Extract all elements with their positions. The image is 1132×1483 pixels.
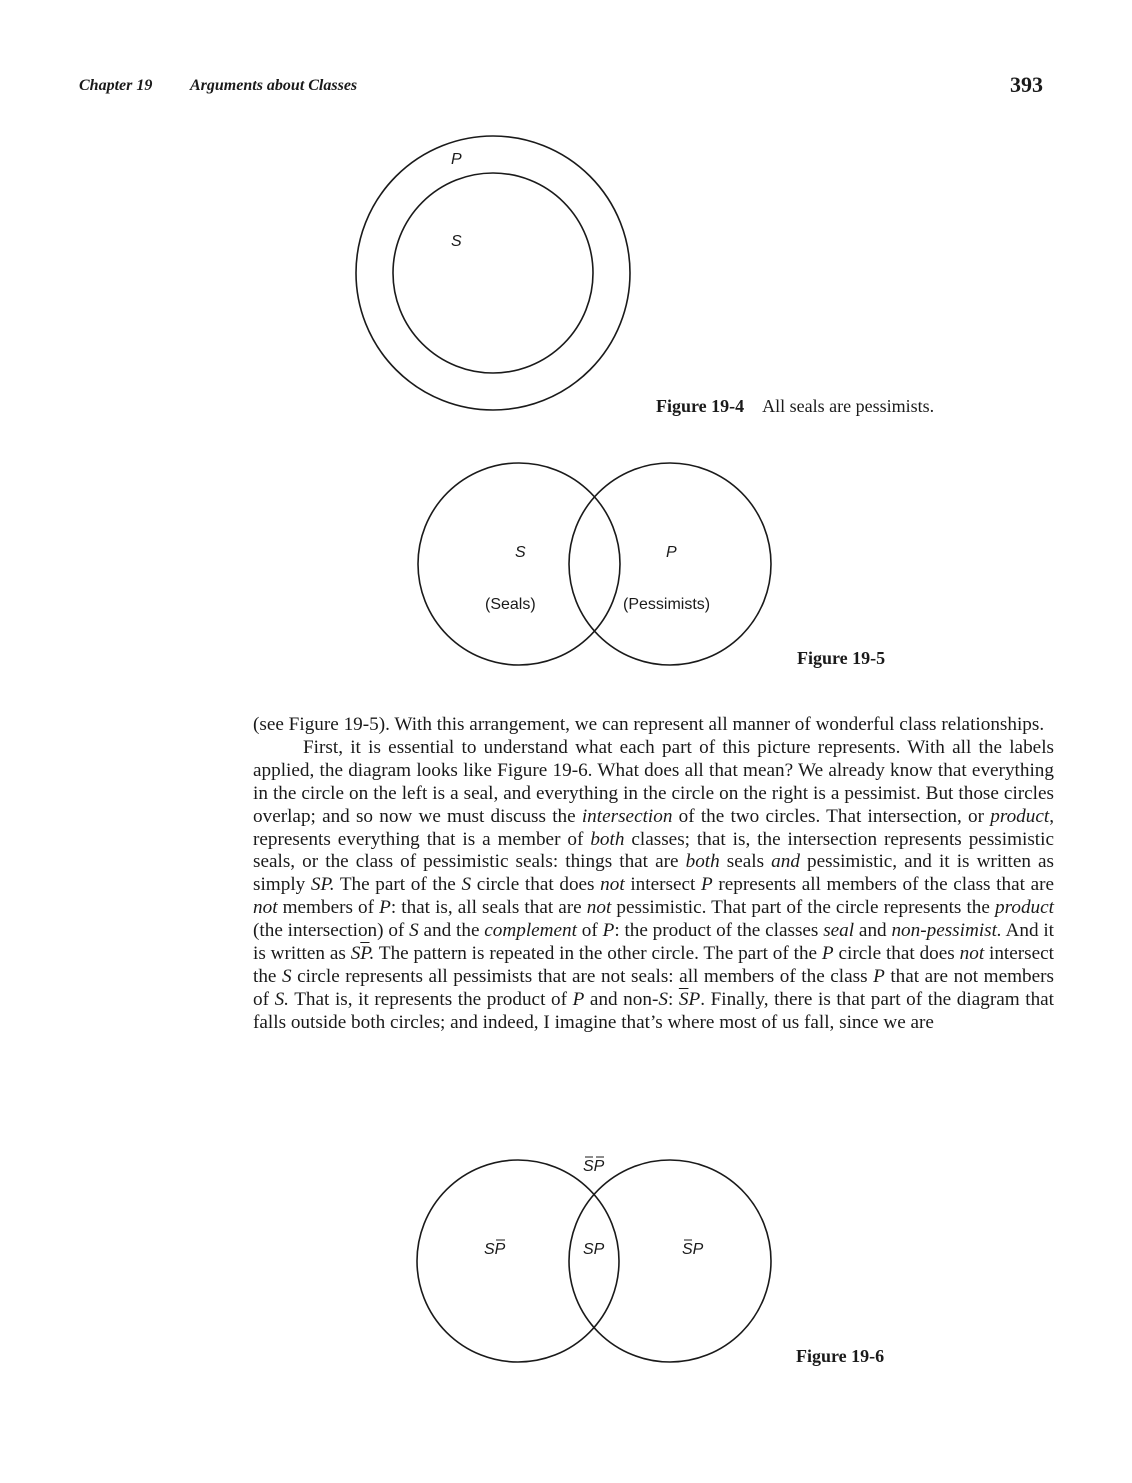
circle-p-outer [356,136,630,410]
figure-19-6-caption [796,1346,884,1367]
label-s-not-p [484,1240,506,1258]
running-head-title: Arguments about Classes [190,77,358,94]
label-p: P [451,151,462,168]
circle-p [569,1160,771,1362]
paragraph: (see Figure 19-5). With this arrangement, we can represent all manner of wonderful class relationships. [253,714,1045,735]
figure-19-4-caption [656,396,934,417]
label-not-s-not-p [583,1157,605,1175]
body-text [253,714,1054,1035]
circle-pessimists [569,463,771,665]
svg-text:SP: SP [682,1241,704,1258]
caption-number: Figure 19-5 [797,648,886,668]
label-not-s-p [682,1240,704,1258]
label-p: P [666,544,677,561]
caption-number: Figure 19-4 [656,396,745,416]
caption-number: Figure 19-6 [796,1346,885,1366]
label-pessimists: (Pessimists) [623,596,711,613]
circle-seals [418,463,620,665]
label-s: S [451,233,462,250]
svg-text:SP: SP [484,1241,506,1258]
figure-19-4-diagram [356,136,630,410]
paragraph: First, it is essential to understand what each part of this picture represents. With all the labels applied, the diagram looks like Figure 19-6. What does all that mean? We already know that everything in the circle on the left is a seal, and everything in the circle on the right is a pessimist. But those circles overlap; and so now we must discuss the intersection of the two circles. That intersection, or product, represents everything that is a member of both classes; that is, the intersection represents pessimistic seals, or the class of pessimistic seals: things that are both seals and pessimistic, and it is written as simply SP. The part of the S circle that does not intersect P represents all members of the class that are not members of P: that is, all seals that are not pessimistic. That part of the circle represents the product (the intersection) of S and the complement of P: the product of the classes seal and non-pessimist. And it is written as $S\overline{P}$. The pattern is repeated in the other circle. The part of the P circle that does not intersect the S circle represents all pessimists that are not seals: all members of the class P that are not members of S. That is, it represents the product of P and non-S: $\overline{S}P$. Finally, there is that part of the diagram that falls outside both circles; and indeed, I imagine that’s where most of us fall, since we are [253,736,1055,1033]
caption-text: All seals are pessimists. [762,396,935,416]
label-s: S [515,544,526,561]
page-number: 393 [1010,72,1043,97]
running-head-chapter: Chapter 19 [79,77,153,94]
figure-19-6-diagram [417,1157,771,1362]
label-sp: SP [583,1241,605,1258]
svg-text:SP: SP [583,1158,605,1175]
label-seals: (Seals) [485,596,536,613]
circle-s [417,1160,619,1362]
circle-s-inner [393,173,593,373]
figure-19-5-caption [797,648,885,669]
figure-19-5-diagram [418,463,771,665]
